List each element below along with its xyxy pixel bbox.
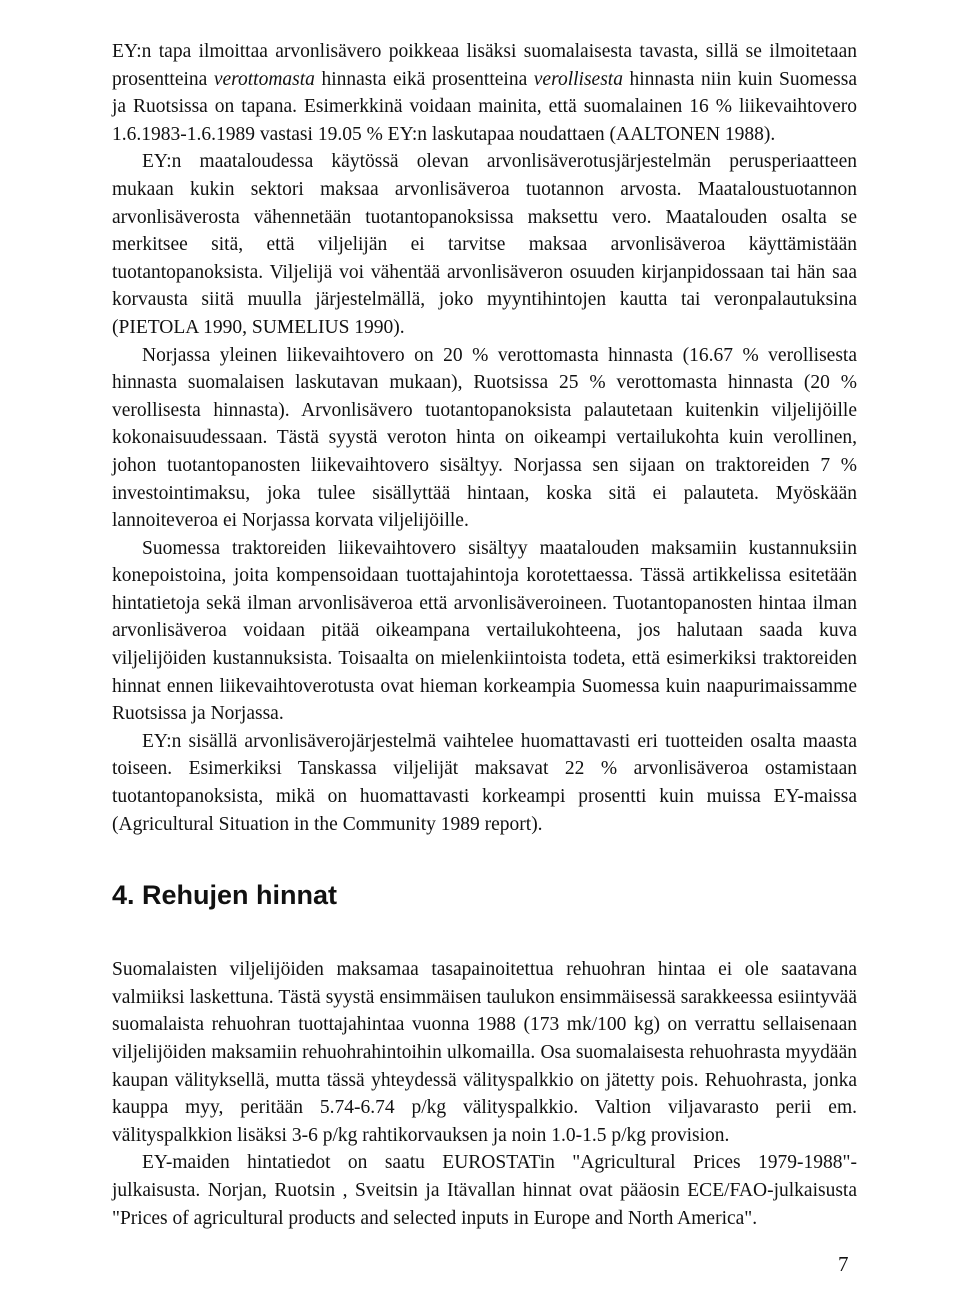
paragraph-norway-sweden-vat: Norjassa yleinen liikevaihtovero on 20 % verottomasta hinnasta (16.67 % verollisesta hinnasta suomalaisen laskutavan mukaan), Ruotsissa 25 % verottomasta hinnasta (20 % verollisesta hinnasta). Arvonlisävero tuotantopanoksista palautetaan kuitenkin viljelijöille kokonaisuudessaan. Tästä syystä veroton hinta on oikeampi vertailukohta kuin verollinen, johon tuotantopanosten liikevaihtovero sisältyy. Norjassa sen sijaan on traktoreiden 7 % investointimaksu, joka tulee sisällyttää hintaan, koska sitä ei palauteta. Myöskään lannoiteveroa ei Norjassa korvata viljelijöille. <box>112 344 857 532</box>
page-number: 7 <box>838 1252 849 1276</box>
paragraph-ec-variation: EY:n sisällä arvonlisäverojärjestelmä vaihtelee huomattavasti eri tuotteiden osalta maasta toiseen. Esimerkiksi Tanskassa viljelijät maksavat 22 % arvonlisäveroa ostamistaan tuotantopanoksista, mikä on huomattavasti korkeampi prosentti kuin muissa EY-maissa (Agricultural Situation in the Community 1989 report). <box>112 730 857 835</box>
paragraph-finland-tractors: Suomessa traktoreiden liikevaihtovero sisältyy maatalouden maksamiin kustannuksiin konepoistoina, joita kompensoidaan tuottajahintoja korotettaessa. Tässä artikkelissa esitetään hintatietoja sekä ilman arvonlisäveroa että arvonlisäveroineen. Tuotantopanosten hintaa ilman arvonlisäveroa voidaan pitää oikeampana vertailukohteena, jos halutaan saada kuva viljelijöiden kustannuksista. Toisaalta on mielenkiintoista todeta, että esimerkiksi traktoreiden hinnat ennen liikevaihtoverotusta ovat hieman korkeampia Suomessa kuin naapurimaissamme Ruotsissa ja Norjassa. <box>112 537 857 725</box>
paragraph-ec-vat-system: EY:n maataloudessa käytössä olevan arvonlisäverotusjärjestelmän perusperiaatteen mukaan kukin sektori maksaa arvonlisäveroa tuotannon arvosta. Maataloustuotannon arvonlisäverosta vähennetään tuotantopanoksissa maksettu vero. Maatalouden osalta se merkitsee sitä, että viljelijän ei tarvitse maksaa arvonlisäveroa käyttämistään tuotantopanoksista. Viljelijä voi vähentää arvonlisäveron osuuden kirjanpidossaan tai hän saa korvausta siitä muulla järjestelmällä, joko myyntihintojen kautta tai veronpalautuksina (PIETOLA 1990, SUMELIUS 1990). <box>112 151 857 338</box>
paragraph-vat-reporting: EY:n tapa ilmoittaa arvonlisävero poikkeaa lisäksi suomalaisesta tavasta, sillä se ilmoitetaan prosentteina verottomasta hinnasta eikä prosentteina verollisesta hinnasta niin kuin Suomessa ja Ruotsissa on tapana. Esimerkkinä voidaan mainita, että suomalainen 16 % liikevaihtovero 1.6.1983-1.6.1989 vastasi 19.05 % EY:n laskutapaa noudattaen (AALTONEN 1988). <box>112 41 857 145</box>
paragraph-price-sources: EY-maiden hintatiedot on saatu EUROSTATin "Agricultural Prices 1979-1988"-julkaisusta. Norjan, Ruotsin , Sveitsin ja Itävallan hinnat ovat pääosin ECE/FAO-julkaisusta "Prices of agricultural products and selected inputs in Europe and North America". <box>112 1152 857 1229</box>
emphasis-verollisesta: verollisesta <box>533 68 623 90</box>
emphasis-verottomasta: verottomasta <box>213 68 315 90</box>
section-heading-feed-prices: 4. Rehujen hinnat <box>112 880 338 911</box>
document-body <box>112 38 857 1232</box>
paragraph-feed-barley: Suomalaisten viljelijöiden maksamaa tasapainoitettua rehuohran hintaa ei ole saatavana valmiiksi laskettuna. Tästä syystä ensimmäisen taulukon ensimmäisessä sarakkeessa esiintyvää suomalaista rehuohran tuottajahintaa vuonna 1988 (173 mk/100 kg) on verrattu sellaisenaan viljelijöiden maksamiin rehuohrahintoihin ulkomailla. Osa suomalaisesta rehuohrasta myydään kaupan välityksellä, mutta tässä yhteydessä välityspalkkio on jätetty pois. Rehuohrasta, jonka kauppa myy, peritään 5.74-6.74 p/kg välityspalkkio. Valtion viljavarasto perii em. välityspalkkion lisäksi 3-6 p/kg rahtikorvauksen ja noin 1.0-1.5 p/kg provision. <box>112 959 857 1146</box>
